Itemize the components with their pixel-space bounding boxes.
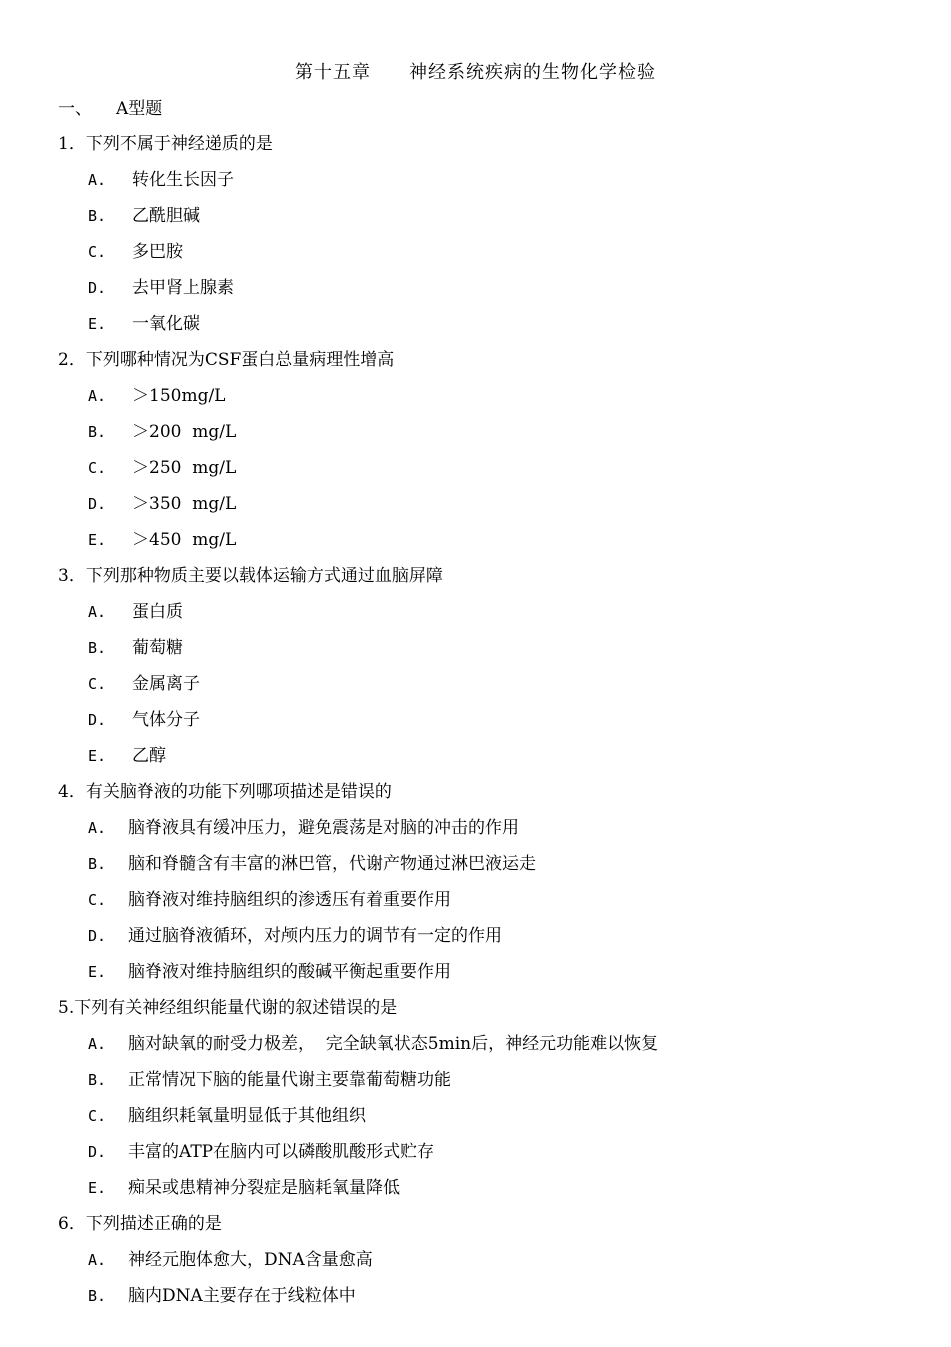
option-text: 乙酰胆碱 <box>132 206 200 226</box>
option-letter: E. <box>88 315 107 333</box>
option-letter: E. <box>88 531 107 549</box>
option-text: 乙醇 <box>132 746 166 766</box>
option-letter: D. <box>88 495 107 513</box>
option-letter: B. <box>88 639 107 657</box>
answer-option <box>58 1098 918 1134</box>
option-text: 金属离子 <box>132 674 200 694</box>
answer-option <box>58 234 918 270</box>
option-letter: A. <box>88 1251 107 1269</box>
option-letter: C. <box>88 459 107 477</box>
option-text: 葡萄糖 <box>132 638 183 658</box>
chapter-title: 第十五章 神经系统疾病的生物化学检验 <box>295 62 656 83</box>
option-text: ＞150mg/L <box>132 386 226 406</box>
answer-option <box>58 414 918 450</box>
option-letter: A. <box>88 171 107 189</box>
question-stem: 1．下列不属于神经递质的是 <box>58 134 273 154</box>
option-text: ＞450 mg/L <box>132 530 237 550</box>
option-text: 去甲肾上腺素 <box>132 278 234 298</box>
option-letter: E. <box>88 1179 107 1197</box>
answer-option <box>58 450 918 486</box>
answer-option <box>58 918 918 954</box>
option-text: 脑和脊髓含有丰富的淋巴管，代谢产物通过淋巴液运走 <box>128 854 536 874</box>
option-text: 一氧化碳 <box>132 314 200 334</box>
option-letter: A. <box>88 603 107 621</box>
answer-option <box>58 270 918 306</box>
option-letter: A. <box>88 1035 107 1053</box>
answer-option <box>58 738 918 774</box>
option-letter: B. <box>88 207 107 225</box>
answer-option <box>58 1134 918 1170</box>
option-text: 多巴胺 <box>132 242 183 262</box>
option-letter: D. <box>88 711 107 729</box>
option-text: 通过脑脊液循环，对颅内压力的调节有一定的作用 <box>128 926 502 946</box>
option-text: 痴呆或患精神分裂症是脑耗氧量降低 <box>128 1178 400 1198</box>
option-text: 脑对缺氧的耐受力极差， 完全缺氧状态5min后，神经元功能难以恢复 <box>128 1034 659 1054</box>
answer-option <box>58 882 918 918</box>
question-stem: 6．下列描述正确的是 <box>58 1214 222 1234</box>
option-letter: C. <box>88 243 107 261</box>
option-letter: D. <box>88 927 107 945</box>
question-stem: 3．下列那种物质主要以载体运输方式通过血脑屏障 <box>58 566 443 586</box>
section-heading <box>58 94 162 119</box>
answer-option <box>58 810 918 846</box>
option-letter: A. <box>88 819 107 837</box>
option-text: ＞350 mg/L <box>132 494 237 514</box>
answer-option <box>58 306 918 342</box>
answer-option <box>58 1026 918 1062</box>
answer-option <box>58 1170 918 1206</box>
option-text: 脑内DNA主要存在于线粒体中 <box>128 1286 356 1306</box>
option-text: 脑脊液对维持脑组织的酸碱平衡起重要作用 <box>128 962 451 982</box>
option-text: 脑组织耗氧量明显低于其他组织 <box>128 1106 366 1126</box>
answer-option <box>58 954 918 990</box>
answer-option <box>58 1278 918 1314</box>
answer-option <box>58 486 918 522</box>
option-text: 气体分子 <box>132 710 200 730</box>
option-text: ＞250 mg/L <box>132 458 237 478</box>
section-number: 一、 <box>58 99 92 119</box>
option-letter: B. <box>88 423 107 441</box>
answer-option <box>58 1062 918 1098</box>
answer-option <box>58 702 918 738</box>
option-letter: E. <box>88 963 107 981</box>
option-text: 脑脊液具有缓冲压力，避免震荡是对脑的冲击的作用 <box>128 818 519 838</box>
option-text: 脑脊液对维持脑组织的渗透压有着重要作用 <box>128 890 451 910</box>
option-text: ＞200 mg/L <box>132 422 237 442</box>
answer-option <box>58 162 918 198</box>
option-text: 正常情况下脑的能量代谢主要靠葡萄糖功能 <box>128 1070 451 1090</box>
option-letter: C. <box>88 1107 107 1125</box>
answer-option <box>58 846 918 882</box>
option-letter: C. <box>88 891 107 909</box>
option-letter: D. <box>88 279 107 297</box>
option-text: 神经元胞体愈大，DNA含量愈高 <box>128 1250 373 1270</box>
option-letter: D. <box>88 1143 107 1161</box>
option-text: 丰富的ATP在脑内可以磷酸肌酸形式贮存 <box>128 1142 435 1162</box>
answer-option <box>58 594 918 630</box>
option-letter: B. <box>88 1287 107 1305</box>
option-letter: C. <box>88 675 107 693</box>
answer-option <box>58 666 918 702</box>
answer-option <box>58 522 918 558</box>
answer-option <box>58 1242 918 1278</box>
question-stem: 5.下列有关神经组织能量代谢的叙述错误的是 <box>58 998 398 1018</box>
option-text: 转化生长因子 <box>132 170 234 190</box>
answer-option <box>58 378 918 414</box>
question-stem: 4．有关脑脊液的功能下列哪项描述是错误的 <box>58 782 392 802</box>
answer-option <box>58 198 918 234</box>
question-list <box>58 126 918 1314</box>
answer-option <box>58 630 918 666</box>
option-letter: E. <box>88 747 107 765</box>
option-letter: B. <box>88 1071 107 1089</box>
option-letter: B. <box>88 855 107 873</box>
option-text: 蛋白质 <box>132 602 183 622</box>
question-stem: 2．下列哪种情况为CSF蛋白总量病理性增高 <box>58 350 395 370</box>
option-letter: A. <box>88 387 107 405</box>
section-label: A型题 <box>116 99 163 119</box>
